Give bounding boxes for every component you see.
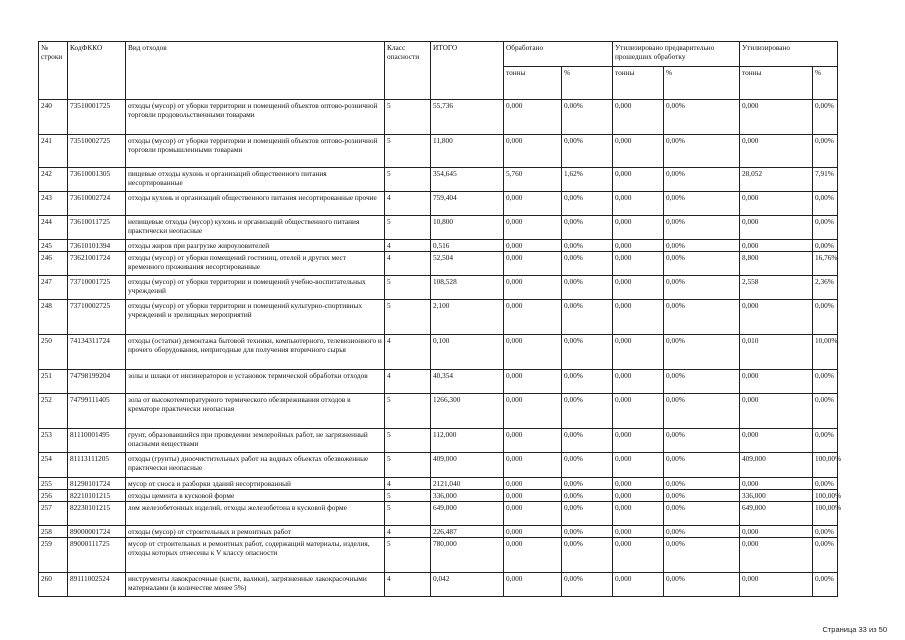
table-row [39, 276, 838, 300]
cell-total: 780,000 [431, 538, 504, 573]
cell-number: 255 [39, 478, 68, 490]
cell-total: 226,487 [431, 526, 504, 538]
cell-utilized-pre-tons: 0,000 [613, 216, 664, 240]
cell-processed-pct: 0,00% [562, 216, 613, 240]
col-header-number: № строки [39, 42, 68, 100]
cell-hazard-class: 4 [385, 192, 431, 216]
cell-utilized-pre-pct: 0,00% [664, 216, 740, 240]
cell-code: 82210101215 [68, 490, 126, 502]
cell-code: 73510002725 [68, 135, 126, 168]
cell-hazard-class: 5 [385, 502, 431, 526]
cell-utilized-pre-tons: 0,000 [613, 168, 664, 192]
cell-waste-name: отходы (мусор) от уборки помещений гостиниц, отелей и других мест временного проживания несортированные [126, 252, 385, 276]
cell-number: 244 [39, 216, 68, 240]
cell-utilized-pct: 0,00% [813, 394, 838, 429]
cell-processed-tons: 0,000 [504, 490, 562, 502]
cell-processed-pct: 0,00% [562, 335, 613, 370]
table-row [39, 240, 838, 252]
cell-hazard-class: 5 [385, 429, 431, 453]
cell-number: 256 [39, 490, 68, 502]
cell-processed-pct: 0,00% [562, 538, 613, 573]
cell-number: 259 [39, 538, 68, 573]
cell-utilized-pre-pct: 0,00% [664, 335, 740, 370]
cell-utilized-pct: 0,00% [813, 526, 838, 538]
cell-processed-tons: 0,000 [504, 300, 562, 335]
cell-utilized-pct: 100,00% [813, 453, 838, 478]
cell-total: 759,404 [431, 192, 504, 216]
cell-code: 74799111405 [68, 394, 126, 429]
cell-processed-tons: 0,000 [504, 370, 562, 394]
cell-number: 240 [39, 100, 68, 135]
table-row [39, 370, 838, 394]
col-header-total: ИТОГО [431, 42, 504, 100]
cell-number: 252 [39, 394, 68, 429]
cell-total: 10,800 [431, 216, 504, 240]
cell-total: 0,100 [431, 335, 504, 370]
cell-utilized-pre-tons: 0,000 [613, 135, 664, 168]
cell-utilized-pre-pct: 0,00% [664, 394, 740, 429]
cell-total: 52,504 [431, 252, 504, 276]
cell-processed-tons: 0,000 [504, 276, 562, 300]
cell-processed-pct: 0,00% [562, 478, 613, 490]
col-header-code: КодФККО [68, 42, 126, 100]
table-row [39, 394, 838, 429]
cell-total: 354,645 [431, 168, 504, 192]
cell-utilized-pct: 0,00% [813, 216, 838, 240]
cell-number: 253 [39, 429, 68, 453]
cell-utilized-tons: 28,052 [740, 168, 813, 192]
cell-code: 89000001724 [68, 526, 126, 538]
cell-hazard-class: 4 [385, 252, 431, 276]
cell-utilized-pre-tons: 0,000 [613, 394, 664, 429]
cell-utilized-pre-tons: 0,000 [613, 490, 664, 502]
cell-utilized-tons: 0,000 [740, 573, 813, 597]
cell-code: 73610002724 [68, 192, 126, 216]
cell-utilized-tons: 0,000 [740, 478, 813, 490]
cell-waste-name: отходы (мусор) от уборки территории и помещений объектов оптово-розничной торговли промышленными товарами [126, 135, 385, 168]
header-row [39, 42, 838, 67]
cell-utilized-tons: 0,000 [740, 216, 813, 240]
cell-total: 1266,300 [431, 394, 504, 429]
cell-utilized-tons: 336,000 [740, 490, 813, 502]
cell-number: 241 [39, 135, 68, 168]
cell-number: 260 [39, 573, 68, 597]
cell-waste-name: отходы кухонь и организаций общественного питания несортированные прочие [126, 192, 385, 216]
cell-processed-pct: 0,00% [562, 192, 613, 216]
cell-processed-tons: 0,000 [504, 538, 562, 573]
subheader-tons: тонны [504, 67, 562, 100]
cell-processed-pct: 0,00% [562, 276, 613, 300]
cell-utilized-pct: 16,76% [813, 252, 838, 276]
cell-processed-tons: 0,000 [504, 252, 562, 276]
cell-processed-tons: 0,000 [504, 453, 562, 478]
cell-utilized-pct: 0,00% [813, 478, 838, 490]
cell-waste-name: зола от высокотемпературного термического обезвреживания отходов в крематоре практически неопасная [126, 394, 385, 429]
cell-code: 89111002524 [68, 573, 126, 597]
table-row [39, 192, 838, 216]
cell-processed-pct: 0,00% [562, 240, 613, 252]
waste-report-table [38, 41, 842, 597]
cell-utilized-tons: 0,000 [740, 240, 813, 252]
cell-utilized-pct: 100,00% [813, 502, 838, 526]
subheader-pct: % [813, 67, 838, 100]
cell-code: 74134311724 [68, 335, 126, 370]
cell-number: 254 [39, 453, 68, 478]
table-row [39, 300, 838, 335]
cell-utilized-pct: 0,00% [813, 429, 838, 453]
cell-total: 108,528 [431, 276, 504, 300]
cell-utilized-pre-pct: 0,00% [664, 135, 740, 168]
cell-hazard-class: 5 [385, 216, 431, 240]
cell-waste-name: отходы (остатки) демонтажа бытовой техники, компьютерного, телевизионного и прочего оборудования, непригодные для получения вторичного сырья [126, 335, 385, 370]
cell-processed-pct: 0,00% [562, 394, 613, 429]
cell-utilized-tons: 0,000 [740, 429, 813, 453]
cell-processed-pct: 0,00% [562, 100, 613, 135]
cell-processed-pct: 0,00% [562, 502, 613, 526]
table-row [39, 490, 838, 502]
subheader-pct: % [562, 67, 613, 100]
cell-utilized-pre-tons: 0,000 [613, 100, 664, 135]
cell-hazard-class: 4 [385, 240, 431, 252]
cell-utilized-pre-tons: 0,000 [613, 335, 664, 370]
cell-utilized-pre-pct: 0,00% [664, 429, 740, 453]
cell-processed-pct: 0,00% [562, 252, 613, 276]
cell-utilized-pre-pct: 0,00% [664, 192, 740, 216]
cell-hazard-class: 4 [385, 478, 431, 490]
cell-total: 112,000 [431, 429, 504, 453]
cell-waste-name: отходы (мусор) от уборки территории и помещений культурно-спортивных учреждений и зрелищных мероприятий [126, 300, 385, 335]
cell-utilized-pct: 2,36% [813, 276, 838, 300]
cell-utilized-tons: 2,558 [740, 276, 813, 300]
cell-utilized-pre-pct: 0,00% [664, 453, 740, 478]
cell-utilized-pre-tons: 0,000 [613, 240, 664, 252]
cell-hazard-class: 5 [385, 135, 431, 168]
cell-utilized-tons: 0,000 [740, 192, 813, 216]
cell-total: 336,000 [431, 490, 504, 502]
cell-hazard-class: 4 [385, 573, 431, 597]
cell-total: 2121,040 [431, 478, 504, 490]
cell-number: 251 [39, 370, 68, 394]
cell-utilized-tons: 0,010 [740, 335, 813, 370]
table-row [39, 573, 838, 597]
cell-hazard-class: 4 [385, 526, 431, 538]
cell-waste-name: пищевые отходы кухонь и организаций общественного питания несортированные [126, 168, 385, 192]
cell-waste-name: мусор от сноса и разборки зданий несортированный [126, 478, 385, 490]
cell-waste-name: отходы (мусор) от строительных и ремонтных работ [126, 526, 385, 538]
cell-utilized-pre-tons: 0,000 [613, 453, 664, 478]
cell-hazard-class: 5 [385, 276, 431, 300]
cell-code: 73621001724 [68, 252, 126, 276]
cell-waste-name: золы и шлаки от инсинераторов и установок термической обработки отходов [126, 370, 385, 394]
cell-hazard-class: 5 [385, 168, 431, 192]
table-row [39, 526, 838, 538]
cell-processed-pct: 0,00% [562, 526, 613, 538]
table-row [39, 538, 838, 573]
cell-total: 55,736 [431, 100, 504, 135]
cell-waste-name: инструменты лакокрасочные (кисти, валики), загрязненные лакокрасочными материалами (в количестве менее 5%) [126, 573, 385, 597]
cell-utilized-pct: 100,00% [813, 490, 838, 502]
cell-utilized-pre-pct: 0,00% [664, 526, 740, 538]
cell-utilized-tons: 0,000 [740, 300, 813, 335]
cell-utilized-pct: 0,00% [813, 538, 838, 573]
cell-processed-pct: 0,00% [562, 300, 613, 335]
cell-utilized-pre-tons: 0,000 [613, 192, 664, 216]
table-row [39, 252, 838, 276]
cell-utilized-tons: 0,000 [740, 394, 813, 429]
cell-utilized-tons: 0,000 [740, 100, 813, 135]
cell-utilized-pct: 0,00% [813, 370, 838, 394]
cell-code: 82230101215 [68, 502, 126, 526]
cell-code: 73610011725 [68, 216, 126, 240]
cell-utilized-tons: 409,000 [740, 453, 813, 478]
cell-processed-pct: 0,00% [562, 453, 613, 478]
cell-waste-name: отходы (грунты) дноочистительных работ на водных объектах обезвоженные практически неопасные [126, 453, 385, 478]
cell-waste-name: грунт, образовавшийся при проведении землеройных работ, не загрязненный опасными веществами [126, 429, 385, 453]
cell-waste-name: отходы (мусор) от уборки территории и помещений учебно-воспитательных учреждений [126, 276, 385, 300]
cell-utilized-pre-pct: 0,00% [664, 240, 740, 252]
cell-utilized-pre-pct: 0,00% [664, 538, 740, 573]
cell-total: 0,516 [431, 240, 504, 252]
cell-processed-tons: 0,000 [504, 216, 562, 240]
cell-utilized-pre-tons: 0,000 [613, 370, 664, 394]
cell-utilized-pre-pct: 0,00% [664, 252, 740, 276]
cell-code: 74798199204 [68, 370, 126, 394]
cell-waste-name: непищевые отходы (мусор) кухонь и организаций общественного питания практически неопасные [126, 216, 385, 240]
cell-total: 409,000 [431, 453, 504, 478]
cell-utilized-pre-pct: 0,00% [664, 300, 740, 335]
table-row [39, 135, 838, 168]
cell-number: 257 [39, 502, 68, 526]
cell-utilized-pre-tons: 0,000 [613, 478, 664, 490]
cell-utilized-pre-tons: 0,000 [613, 526, 664, 538]
cell-utilized-pct: 0,00% [813, 240, 838, 252]
cell-utilized-pct: 0,00% [813, 135, 838, 168]
col-header-utilized-pre: Утилизировано предварительно прошедших обработку [613, 42, 740, 67]
cell-waste-name: лом железобетонных изделий, отходы железобетона в кусковой форме [126, 502, 385, 526]
cell-processed-tons: 0,000 [504, 394, 562, 429]
cell-utilized-pre-tons: 0,000 [613, 429, 664, 453]
cell-waste-name: отходы (мусор) от уборки территории и помещений объектов оптово-розничной торговли продовольственными товарами [126, 100, 385, 135]
cell-code: 73610101394 [68, 240, 126, 252]
cell-utilized-pre-pct: 0,00% [664, 573, 740, 597]
col-header-utilized: Утилизировано [740, 42, 838, 67]
cell-utilized-pre-pct: 0,00% [664, 490, 740, 502]
cell-utilized-pre-pct: 0,00% [664, 502, 740, 526]
cell-code: 81110001495 [68, 429, 126, 453]
cell-code: 73610001305 [68, 168, 126, 192]
cell-utilized-tons: 8,800 [740, 252, 813, 276]
cell-code: 81113111205 [68, 453, 126, 478]
cell-hazard-class: 4 [385, 335, 431, 370]
cell-processed-tons: 0,000 [504, 100, 562, 135]
cell-number: 243 [39, 192, 68, 216]
cell-total: 40,354 [431, 370, 504, 394]
cell-utilized-pct: 0,00% [813, 300, 838, 335]
cell-total: 2,100 [431, 300, 504, 335]
cell-code: 73710002725 [68, 300, 126, 335]
cell-processed-tons: 0,000 [504, 335, 562, 370]
cell-utilized-pct: 0,00% [813, 573, 838, 597]
cell-utilized-pre-tons: 0,000 [613, 573, 664, 597]
cell-utilized-pct: 0,00% [813, 192, 838, 216]
cell-processed-tons: 0,000 [504, 478, 562, 490]
cell-processed-tons: 0,000 [504, 192, 562, 216]
cell-code: 81290101724 [68, 478, 126, 490]
cell-processed-tons: 0,000 [504, 135, 562, 168]
col-header-kind: Вид отходов [126, 42, 385, 100]
cell-processed-pct: 1,62% [562, 168, 613, 192]
cell-utilized-pre-tons: 0,000 [613, 252, 664, 276]
cell-processed-pct: 0,00% [562, 135, 613, 168]
cell-number: 242 [39, 168, 68, 192]
subheader-pct: % [664, 67, 740, 100]
cell-number: 248 [39, 300, 68, 335]
cell-processed-pct: 0,00% [562, 429, 613, 453]
cell-number: 247 [39, 276, 68, 300]
table-row [39, 168, 838, 192]
cell-hazard-class: 5 [385, 100, 431, 135]
cell-utilized-pre-tons: 0,000 [613, 502, 664, 526]
cell-total: 0,042 [431, 573, 504, 597]
page-number: Страница 33 из 50 [822, 625, 887, 634]
col-header-hazard: Класс опасности [385, 42, 431, 100]
table-row [39, 478, 838, 490]
subheader-tons: тонны [613, 67, 664, 100]
cell-waste-name: отходы цемента в кусковой форме [126, 490, 385, 502]
table-row [39, 429, 838, 453]
cell-utilized-pre-tons: 0,000 [613, 276, 664, 300]
cell-processed-tons: 0,000 [504, 526, 562, 538]
cell-hazard-class: 5 [385, 394, 431, 429]
cell-waste-name: отходы жиров при разгрузке жироуловителей [126, 240, 385, 252]
cell-utilized-tons: 649,000 [740, 502, 813, 526]
cell-hazard-class: 5 [385, 538, 431, 573]
cell-processed-pct: 0,00% [562, 370, 613, 394]
cell-total: 649,000 [431, 502, 504, 526]
cell-number: 246 [39, 252, 68, 276]
subheader-tons: тонны [740, 67, 813, 100]
cell-hazard-class: 4 [385, 370, 431, 394]
cell-utilized-pct: 10,00% [813, 335, 838, 370]
cell-hazard-class: 5 [385, 453, 431, 478]
cell-processed-tons: 5,760 [504, 168, 562, 192]
table-row [39, 216, 838, 240]
cell-number: 258 [39, 526, 68, 538]
cell-utilized-pre-pct: 0,00% [664, 478, 740, 490]
cell-code: 89000111725 [68, 538, 126, 573]
table-row [39, 100, 838, 135]
cell-total: 11,800 [431, 135, 504, 168]
cell-utilized-pre-pct: 0,00% [664, 370, 740, 394]
cell-utilized-pre-tons: 0,000 [613, 300, 664, 335]
cell-number: 250 [39, 335, 68, 370]
cell-utilized-pre-tons: 0,000 [613, 538, 664, 573]
cell-hazard-class: 5 [385, 300, 431, 335]
cell-processed-pct: 0,00% [562, 490, 613, 502]
table-row [39, 453, 838, 478]
cell-utilized-tons: 0,000 [740, 526, 813, 538]
cell-utilized-pre-pct: 0,00% [664, 168, 740, 192]
cell-utilized-pre-pct: 0,00% [664, 100, 740, 135]
cell-utilized-tons: 0,000 [740, 538, 813, 573]
cell-hazard-class: 5 [385, 490, 431, 502]
table-row [39, 335, 838, 370]
cell-utilized-pct: 0,00% [813, 100, 838, 135]
cell-utilized-pre-pct: 0,00% [664, 276, 740, 300]
cell-code: 73710001725 [68, 276, 126, 300]
cell-processed-tons: 0,000 [504, 502, 562, 526]
cell-waste-name: мусор от строительных и ремонтных работ, содержащий материалы, изделия, отходы которых отнесены к V классу опасности [126, 538, 385, 573]
table-row [39, 502, 838, 526]
cell-processed-tons: 0,000 [504, 573, 562, 597]
cell-processed-tons: 0,000 [504, 429, 562, 453]
cell-utilized-pct: 7,91% [813, 168, 838, 192]
cell-processed-tons: 0,000 [504, 240, 562, 252]
cell-utilized-tons: 0,000 [740, 370, 813, 394]
cell-number: 245 [39, 240, 68, 252]
col-header-processed: Обработано [504, 42, 613, 67]
cell-utilized-tons: 0,000 [740, 135, 813, 168]
cell-code: 73510001725 [68, 100, 126, 135]
cell-processed-pct: 0,00% [562, 573, 613, 597]
